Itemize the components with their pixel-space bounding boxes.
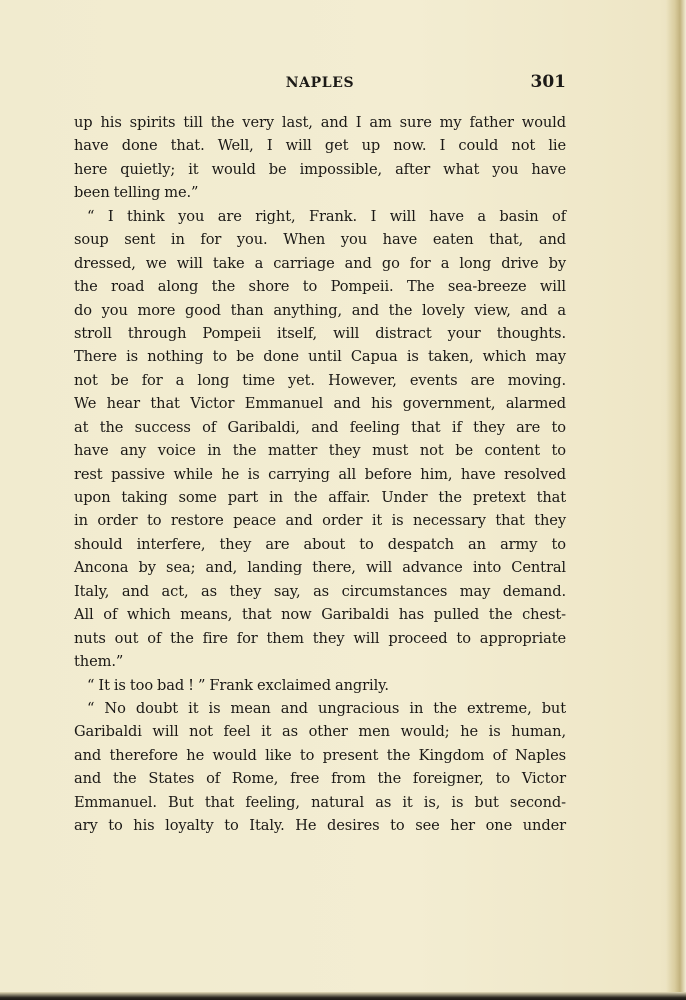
- body-text: [74, 111, 566, 838]
- text-line: here quietly; it would be impossible, after what you have: [74, 160, 566, 178]
- text-line: dressed, we will take a carriage and go for a long drive by: [74, 254, 566, 272]
- text-line: been telling me.”: [74, 184, 199, 202]
- text-line: upon taking some part in the affair. Under the pretext that: [74, 489, 566, 506]
- text-line: We hear that Victor Emmanuel and his government, alarmed: [74, 395, 566, 413]
- text-line: ary to his loyalty to Italy. He desires to see her one under: [74, 817, 566, 835]
- running-head: NAPLES: [285, 75, 355, 91]
- text-line: Italy, and act, as they say, as circumstances may demand.: [74, 582, 566, 600]
- page-edge-shadow: [666, 0, 686, 1000]
- text-line: “ I think you are right, Frank. I will have a basin of: [87, 207, 566, 225]
- text-line: Ancona by sea; and, landing there, will advance into Central: [74, 559, 566, 577]
- text-line: not be for a long time yet. However, events are moving.: [74, 371, 566, 389]
- text-line: up his spirits till the very last, and I am sure my father would: [74, 114, 566, 131]
- text-line: rest passive while he is carrying all before him, have resolved: [74, 465, 566, 483]
- text-line: should interfere, they are about to despatch an army to: [74, 535, 566, 553]
- text-line: “ No doubt it is mean and ungracious in the extreme, but: [87, 699, 566, 717]
- text-line: Garibaldi will not feel it as other men would; he is human,: [74, 723, 566, 741]
- text-line: them.”: [74, 653, 124, 671]
- text-line: All of which means, that now Garibaldi has pulled the chest-: [74, 606, 566, 624]
- text-line: have any voice in the matter they must not be content to: [74, 442, 566, 460]
- text-line: in order to restore peace and order it is necessary that they: [74, 512, 566, 530]
- text-line: stroll through Pompeii itself, will distract your thoughts.: [74, 324, 566, 342]
- page-bottom-border: [0, 992, 686, 1000]
- text-line: Emmanuel. But that feeling, natural as it is, is but second-: [74, 793, 566, 811]
- text-line: and therefore he would like to present the Kingdom of Naples: [74, 746, 566, 764]
- text-line: soup sent in for you. When you have eaten that, and: [74, 231, 566, 249]
- text-line: do you more good than anything, and the lovely view, and a: [74, 301, 566, 319]
- page-header: [74, 72, 566, 96]
- text-line: “ It is too bad ! ” Frank exclaimed angrily.: [87, 676, 389, 694]
- text-line: the road along the shore to Pompeii. The sea-breeze will: [74, 278, 566, 296]
- text-line: There is nothing to be done until Capua is taken, which may: [74, 348, 566, 366]
- text-line: and the States of Rome, free from the foreigner, to Victor: [74, 770, 566, 788]
- text-line: nuts out of the fire for them they will proceed to appropriate: [74, 629, 566, 647]
- page-number: 301: [530, 72, 566, 92]
- text-line: at the success of Garibaldi, and feeling that if they are to: [74, 418, 566, 436]
- text-line: have done that. Well, I will get up now. I could not lie: [74, 137, 566, 155]
